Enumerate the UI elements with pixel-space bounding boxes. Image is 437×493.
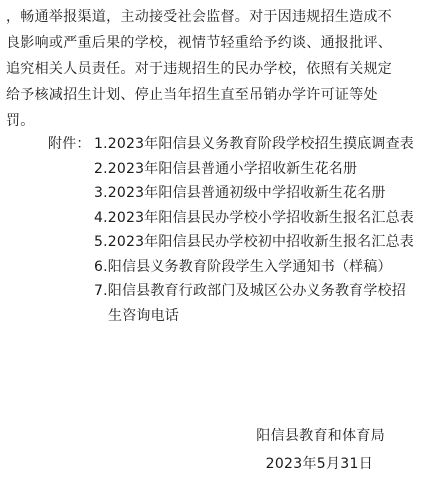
attachment-row [48, 255, 433, 280]
attachments-list [48, 132, 433, 328]
attachment-item-2: 2.2023年阳信县普通小学招收新生花名册 [94, 160, 358, 177]
attachment-row [48, 230, 433, 255]
attachment-item-7: 7.阳信县教育行政部门及城区公办义务教育学校招 [94, 283, 406, 299]
paragraph-line: 给予核减招生计划、停止当年招生直至吊销办学许可证等处 [6, 87, 378, 103]
attachment-row [48, 206, 433, 231]
signature-date: 2023年5月31日 [265, 456, 373, 472]
attachment-row [48, 157, 433, 182]
attachment-item-6: 6.阳信县义务教育阶段学生入学通知书（样稿） [94, 258, 392, 275]
body-paragraph [6, 4, 430, 134]
attachment-row [48, 304, 433, 329]
attachment-item-1: 1.2023年阳信县义务教育阶段学校招生摸底调查表 [94, 136, 414, 152]
paragraph-line: ，畅通举报渠道，主动接受社会监督。对于因违规招生造成不 [6, 9, 393, 25]
signature-organization: 阳信县教育和体育局 [256, 428, 385, 444]
paragraph-line: 良影响或严重后果的学校，视情节轻重给予约谈、通报批评、 [6, 35, 393, 51]
attachment-row [48, 279, 433, 304]
attachment-item-4: 4.2023年阳信县民办学校小学招收新生报名汇总表 [94, 209, 414, 226]
attachment-row [48, 132, 433, 157]
attachment-item-5: 5.2023年阳信县民办学校初中招收新生报名汇总表 [94, 234, 414, 250]
attachments-label: 附件： [48, 136, 91, 152]
paragraph-line: 追究相关人员责任。对于违规招生的民办学校，依照有关规定 [6, 61, 393, 77]
attachment-item-3: 3.2023年阳信县普通初级中学招收新生花名册 [94, 185, 386, 201]
paragraph-line: 罚。 [6, 113, 35, 129]
attachment-row [48, 181, 433, 206]
attachment-item-7-continuation: 生咨询电话 [108, 307, 179, 324]
